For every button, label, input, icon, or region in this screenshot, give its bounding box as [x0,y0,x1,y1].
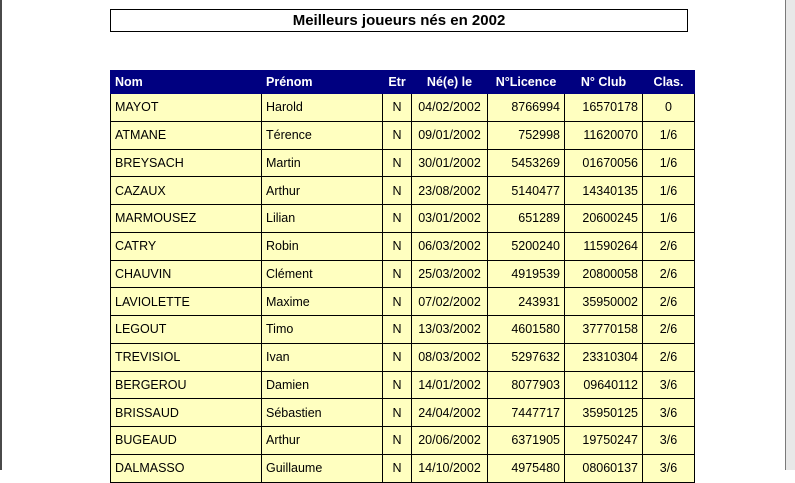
cell-club: 14340135 [565,177,643,205]
cell-ne-le: 30/01/2002 [412,149,488,177]
cell-club: 09640112 [565,371,643,399]
cell-etr: N [383,288,412,316]
cell-licence: 5297632 [488,343,565,371]
cell-prenom: Térence [262,121,383,149]
cell-nom: DALMASSO [111,454,262,482]
cell-ne-le: 13/03/2002 [412,316,488,344]
header-clas: Clas. [643,71,695,94]
cell-nom: MAYOT [111,94,262,122]
cell-ne-le: 03/01/2002 [412,205,488,233]
cell-etr: N [383,121,412,149]
cell-licence: 5200240 [488,232,565,260]
cell-ne-le: 04/02/2002 [412,94,488,122]
cell-etr: N [383,177,412,205]
table-row [111,260,695,288]
cell-etr: N [383,260,412,288]
cell-ne-le: 14/10/2002 [412,454,488,482]
cell-ne-le: 24/04/2002 [412,399,488,427]
cell-etr: N [383,232,412,260]
cell-licence: 5453269 [488,149,565,177]
cell-nom: CHAUVIN [111,260,262,288]
header-prenom: Prénom [262,71,383,94]
viewer-left-edge [0,0,2,470]
table-row [111,343,695,371]
cell-prenom: Lilian [262,205,383,233]
table-row [111,121,695,149]
cell-prenom: Ivan [262,343,383,371]
cell-clas: 2/6 [643,288,695,316]
cell-club: 20600245 [565,205,643,233]
cell-clas: 0 [643,94,695,122]
cell-prenom: Martin [262,149,383,177]
cell-ne-le: 09/01/2002 [412,121,488,149]
cell-nom: CAZAUX [111,177,262,205]
cell-etr: N [383,399,412,427]
cell-club: 01670056 [565,149,643,177]
table-row [111,399,695,427]
cell-clas: 2/6 [643,260,695,288]
table-row [111,149,695,177]
table-row [111,177,695,205]
cell-ne-le: 25/03/2002 [412,260,488,288]
cell-nom: LAVIOLETTE [111,288,262,316]
cell-prenom: Robin [262,232,383,260]
cell-clas: 3/6 [643,399,695,427]
cell-licence: 8077903 [488,371,565,399]
cell-etr: N [383,454,412,482]
cell-licence: 6371905 [488,427,565,455]
table-row [111,232,695,260]
cell-club: 20800058 [565,260,643,288]
document-title: Meilleurs joueurs nés en 2002 [110,9,688,32]
cell-nom: MARMOUSEZ [111,205,262,233]
table-row [111,371,695,399]
cell-ne-le: 14/01/2002 [412,371,488,399]
cell-etr: N [383,316,412,344]
cell-ne-le: 23/08/2002 [412,177,488,205]
players-table [110,70,695,483]
cell-club: 37770158 [565,316,643,344]
viewer-scrollbar[interactable] [785,0,795,470]
cell-licence: 243931 [488,288,565,316]
cell-prenom: Timo [262,316,383,344]
cell-clas: 2/6 [643,343,695,371]
cell-club: 23310304 [565,343,643,371]
cell-prenom: Clément [262,260,383,288]
cell-prenom: Arthur [262,427,383,455]
cell-nom: CATRY [111,232,262,260]
cell-clas: 1/6 [643,149,695,177]
cell-etr: N [383,149,412,177]
cell-prenom: Damien [262,371,383,399]
cell-licence: 5140477 [488,177,565,205]
cell-nom: BUGEAUD [111,427,262,455]
cell-licence: 651289 [488,205,565,233]
cell-etr: N [383,371,412,399]
cell-club: 11620070 [565,121,643,149]
table-row [111,205,695,233]
cell-prenom: Maxime [262,288,383,316]
cell-club: 08060137 [565,454,643,482]
cell-nom: BREYSACH [111,149,262,177]
table-row [111,316,695,344]
cell-nom: LEGOUT [111,316,262,344]
header-etr: Etr [383,71,412,94]
cell-nom: TREVISIOL [111,343,262,371]
cell-ne-le: 07/02/2002 [412,288,488,316]
cell-club: 35950002 [565,288,643,316]
cell-prenom: Harold [262,94,383,122]
cell-ne-le: 08/03/2002 [412,343,488,371]
cell-etr: N [383,343,412,371]
cell-clas: 3/6 [643,371,695,399]
table-row [111,427,695,455]
cell-club: 11590264 [565,232,643,260]
table-row [111,288,695,316]
cell-club: 16570178 [565,94,643,122]
header-ne-le: Né(e) le [412,71,488,94]
cell-nom: ATMANE [111,121,262,149]
cell-licence: 7447717 [488,399,565,427]
cell-club: 19750247 [565,427,643,455]
cell-licence: 4975480 [488,454,565,482]
cell-prenom: Sébastien [262,399,383,427]
table-row [111,94,695,122]
header-licence: N°Licence [488,71,565,94]
table-row [111,454,695,482]
header-club: N° Club [565,71,643,94]
cell-clas: 3/6 [643,427,695,455]
cell-ne-le: 06/03/2002 [412,232,488,260]
cell-licence: 4919539 [488,260,565,288]
cell-clas: 1/6 [643,205,695,233]
cell-etr: N [383,205,412,233]
cell-licence: 752998 [488,121,565,149]
cell-etr: N [383,427,412,455]
cell-prenom: Guillaume [262,454,383,482]
cell-clas: 1/6 [643,177,695,205]
cell-club: 35950125 [565,399,643,427]
cell-clas: 3/6 [643,454,695,482]
cell-nom: BRISSAUD [111,399,262,427]
cell-clas: 2/6 [643,232,695,260]
cell-etr: N [383,94,412,122]
table-header-row [111,71,695,94]
cell-licence: 8766994 [488,94,565,122]
cell-licence: 4601580 [488,316,565,344]
header-nom: Nom [111,71,262,94]
cell-ne-le: 20/06/2002 [412,427,488,455]
cell-clas: 2/6 [643,316,695,344]
cell-prenom: Arthur [262,177,383,205]
cell-clas: 1/6 [643,121,695,149]
cell-nom: BERGEROU [111,371,262,399]
